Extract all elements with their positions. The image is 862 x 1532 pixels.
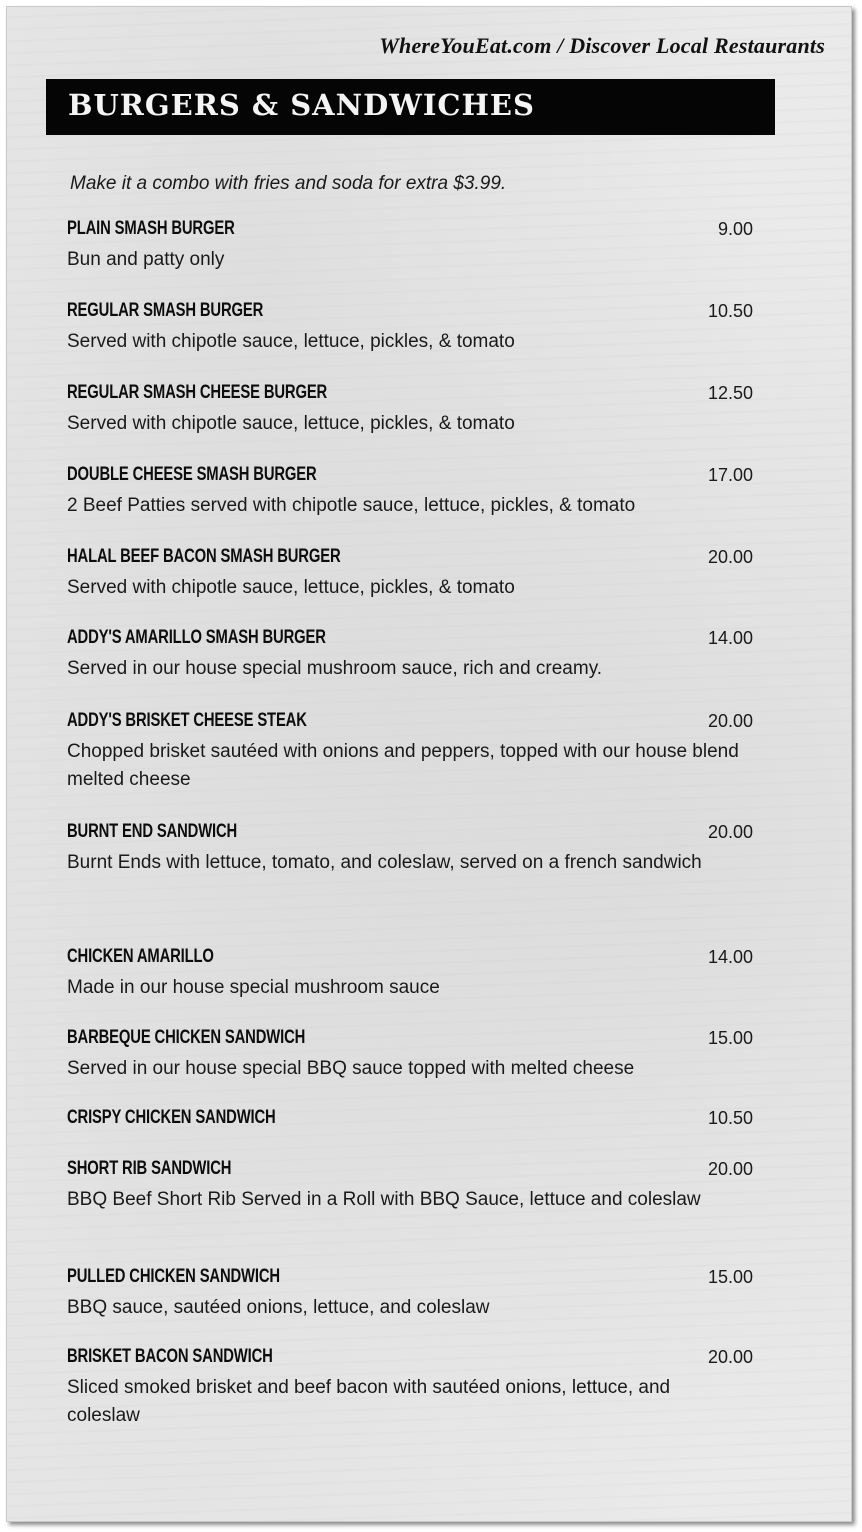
item-name: PLAIN SMASH BURGER [67, 218, 235, 239]
item-price: 20.00 [707, 1159, 753, 1179]
menu-page [6, 6, 852, 1522]
item-name: CHICKEN AMARILLO [67, 946, 214, 967]
item-price: 10.50 [707, 1108, 753, 1128]
item-price: 14.00 [707, 947, 753, 967]
item-description: BBQ sauce, sautéed onions, lettuce, and coleslaw [67, 1297, 490, 1318]
combo-note: Make it a combo with fries and soda for extra $3.99. [70, 173, 507, 194]
item-name: REGULAR SMASH CHEESE BURGER [67, 382, 328, 403]
item-description: Served with chipotle sauce, lettuce, pickles, & tomato [67, 413, 515, 434]
item-description: Served in our house special mushroom sauce, rich and creamy. [67, 658, 603, 679]
menu-item [67, 1106, 753, 1130]
item-name: DOUBLE CHEESE SMASH BURGER [67, 464, 317, 485]
section-title: BURGERS & SANDWICHES [68, 88, 535, 122]
menu-item [67, 545, 753, 602]
item-description: Bun and patty only [67, 249, 225, 270]
menu-item [67, 299, 753, 356]
item-price: 10.50 [707, 301, 753, 321]
item-price: 15.00 [707, 1267, 753, 1287]
menu-item [67, 217, 753, 274]
item-name: HALAL BEEF BACON SMASH BURGER [67, 546, 341, 567]
item-name: BURNT END SANDWICH [67, 821, 238, 842]
item-name: REGULAR SMASH BURGER [67, 300, 264, 321]
menu-item [67, 1265, 753, 1322]
item-description: Served with chipotle sauce, lettuce, pickles, & tomato [67, 577, 515, 598]
item-price: 17.00 [707, 465, 753, 485]
item-price: 20.00 [707, 822, 753, 842]
menu-item [67, 1345, 753, 1430]
item-price: 12.50 [707, 383, 753, 403]
item-price: 9.00 [717, 219, 753, 239]
menu-item [67, 463, 753, 520]
item-price: 15.00 [707, 1028, 753, 1048]
item-description: Served with chipotle sauce, lettuce, pickles, & tomato [67, 331, 515, 352]
item-name: BRISKET BACON SANDWICH [67, 1346, 273, 1367]
menu-item [67, 820, 753, 877]
item-price: 20.00 [707, 1347, 753, 1367]
item-name: ADDY'S AMARILLO SMASH BURGER [67, 627, 326, 648]
menu-item [67, 709, 753, 794]
item-price: 20.00 [707, 547, 753, 567]
site-watermark: WhereYouEat.com / Discover Local Restaurants [379, 33, 825, 58]
item-name: SHORT RIB SANDWICH [67, 1158, 232, 1179]
menu-item [67, 1157, 753, 1214]
item-name: ADDY'S BRISKET CHEESE STEAK [67, 710, 307, 731]
item-price: 14.00 [707, 628, 753, 648]
item-description: BBQ Beef Short Rib Served in a Roll with BBQ Sauce, lettuce and coleslaw [67, 1189, 701, 1210]
item-description: Sliced smoked brisket and beef bacon with sautéed onions, lettuce, and coleslaw [67, 1377, 671, 1426]
menu-item [67, 945, 753, 1002]
menu-item [67, 1026, 753, 1083]
item-description: Burnt Ends with lettuce, tomato, and coleslaw, served on a french sandwich [67, 852, 702, 873]
item-name: BARBEQUE CHICKEN SANDWICH [67, 1027, 306, 1048]
item-description: Served in our house special BBQ sauce topped with melted cheese [67, 1058, 635, 1079]
item-description: Chopped brisket sautéed with onions and peppers, topped with our house blend melted cheese [67, 741, 739, 790]
item-name: CRISPY CHICKEN SANDWICH [67, 1107, 276, 1128]
section-header [46, 79, 775, 135]
menu-item [67, 381, 753, 438]
item-price: 20.00 [707, 711, 753, 731]
item-description: 2 Beef Patties served with chipotle sauce, lettuce, pickles, & tomato [67, 495, 636, 516]
item-name: PULLED CHICKEN SANDWICH [67, 1266, 280, 1287]
menu-item [67, 626, 753, 683]
item-description: Made in our house special mushroom sauce [67, 977, 440, 998]
